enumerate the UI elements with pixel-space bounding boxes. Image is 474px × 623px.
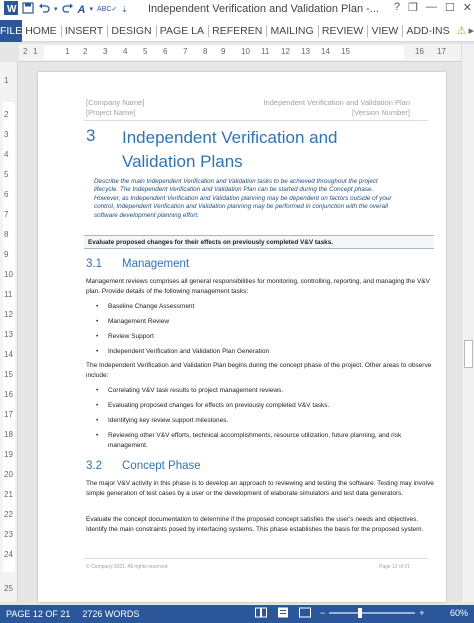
tab-add-ins[interactable]: ADD-INS [406, 24, 450, 37]
tab-view[interactable]: VIEW [371, 24, 399, 37]
zoom-level[interactable]: 60% [449, 608, 468, 618]
heading-2: Concept Phase [122, 460, 201, 472]
page-count[interactable]: PAGE 12 OF 21 [6, 609, 71, 619]
ruler-number: 1 [65, 47, 70, 56]
vruler-number: 1 [4, 76, 9, 85]
vruler-number: 13 [4, 330, 13, 339]
vruler-number: 16 [4, 390, 13, 399]
vruler-number: 8 [4, 230, 9, 239]
svg-text:W: W [7, 4, 17, 15]
list-item: • Management Review [96, 317, 426, 327]
heading-1-number: 3 [86, 126, 96, 145]
list-item: • Identifying key review support milestones. [96, 416, 426, 426]
undo-icon[interactable] [38, 2, 50, 18]
word-logo-icon [4, 1, 18, 19]
vruler-number: 10 [4, 270, 13, 279]
vruler-number: 2 [4, 110, 9, 119]
vruler-number: 3 [4, 130, 9, 139]
paragraph: The major V&V activity in this phase is to develop an approach to reviewing and testing the software. Testing may involve simple generation of test cases by a user or the development of elaborate simulators and test data generators. [86, 480, 434, 497]
vruler-number: 15 [4, 370, 13, 379]
footer-divider [84, 558, 428, 559]
ruler-number: 2 [83, 47, 88, 56]
vruler-number: 9 [4, 250, 9, 259]
list-item: • Correlating V&V task results to project management reviews. [96, 386, 426, 396]
vruler-number: 24 [4, 550, 13, 559]
ruler-number: 7 [183, 47, 188, 56]
ruler-number: 5 [143, 47, 148, 56]
horizontal-ruler[interactable] [19, 44, 461, 62]
warning-icon[interactable]: ⚠ [456, 25, 467, 37]
vruler-number: 20 [4, 470, 13, 479]
list-item: • Independent Verification and Validation Plan Generation [96, 347, 426, 357]
paragraph: Management reviews comprises all general responsibilities for monitoring, controlling, reporting, and managing the V&V plan. Provide details of the following management tasks: [86, 278, 430, 295]
ruler-number: 6 [163, 47, 168, 56]
vruler-number: 14 [4, 350, 13, 359]
read-mode-icon[interactable] [255, 607, 267, 621]
list-item: • Baseline Change Assessment [96, 302, 426, 312]
ruler-number: 8 [203, 47, 208, 56]
title-bar [0, 0, 474, 20]
ruler-number: 2 [23, 47, 28, 56]
tab-review[interactable]: REVIEW [321, 24, 364, 37]
window-controls [394, 1, 472, 14]
vruler-number: 17 [4, 410, 13, 419]
tab-references[interactable]: REFEREN [212, 24, 263, 37]
vruler-number: 12 [4, 310, 13, 319]
tab-mailings[interactable]: MAILING [270, 24, 314, 37]
chevron-down-icon[interactable]: ▾ [89, 6, 93, 13]
zoom-out-button[interactable]: − [320, 608, 326, 618]
heading-2-number: 3.1 [86, 258, 102, 270]
list-item: • Review Support [96, 332, 426, 342]
vruler-number: 5 [4, 170, 9, 179]
status-bar [0, 605, 474, 623]
zoom-handle[interactable] [358, 608, 362, 618]
vruler-number: 25 [4, 584, 13, 593]
redo-icon[interactable] [62, 2, 74, 18]
header-version: [Version Number] [352, 108, 410, 117]
ruler-number: 9 [221, 47, 226, 56]
bullet-list [96, 386, 426, 456]
vruler-number: 18 [4, 430, 13, 439]
save-icon[interactable] [22, 2, 34, 18]
intro-instructions: Describe the main Independent Verification and Validation tasks to be achieved throughout the project lifecycle. The Independent Verification and Validation Plan can be started during the Concept phase. However, as Independent Verification and Validation planning may be dependent on factors outside of your control, Independent Verification and Validation planning may be performed in conjunction with the overall software development planning effort. [94, 178, 392, 219]
ruler-number: 13 [301, 47, 310, 56]
header-company: [Company Name] [86, 98, 145, 107]
ruler-number: 3 [103, 47, 108, 56]
ruler-number: 1 [33, 47, 38, 56]
ruler-number: 14 [321, 47, 330, 56]
zoom-track[interactable] [329, 612, 415, 614]
window-title: Independent Verification and Validation Plan -... [148, 3, 379, 15]
customize-chevron-icon[interactable]: ⇣ [121, 5, 128, 14]
ruler-number: 17 [437, 47, 446, 56]
heading-2: Management [122, 258, 190, 270]
ruler-number: 15 [341, 47, 350, 56]
tab-file[interactable]: FILE [0, 20, 22, 42]
list-item: • Reviewing other V&V efforts, technical accomplishments, resource utilization, future planning, and risk management. [96, 431, 426, 450]
spelling-icon[interactable]: ABC✓ [96, 6, 118, 13]
vruler-number: 22 [4, 510, 13, 519]
ribbon-display-icon[interactable]: ❐ [408, 2, 418, 14]
tab-home[interactable]: HOME [25, 24, 57, 37]
zoom-in-button[interactable]: + [419, 608, 425, 618]
vruler-number: 21 [4, 490, 13, 499]
vruler-number: 11 [4, 290, 13, 299]
page-header-right [263, 98, 410, 118]
header-divider [84, 120, 428, 121]
heading-1: Independent Verification and Validation Plans [122, 128, 338, 171]
tab-insert[interactable]: INSERT [64, 24, 104, 37]
font-color-icon[interactable]: A [77, 4, 86, 16]
chevron-down-icon[interactable]: ▾ [54, 6, 58, 13]
view-buttons [255, 607, 311, 621]
ruler-number: 4 [123, 47, 128, 56]
vruler-number: 6 [4, 190, 9, 199]
ribbon-scroll-right-icon[interactable]: ▸ [468, 25, 474, 37]
quick-access-toolbar [0, 1, 128, 19]
print-layout-icon[interactable] [277, 607, 289, 621]
maximize-icon[interactable]: ☐ [444, 2, 455, 14]
vruler-number: 4 [4, 150, 9, 159]
help-icon[interactable]: ? [393, 1, 401, 13]
ruler-number: 11 [261, 47, 270, 56]
bullet-list [96, 302, 426, 362]
ruler-number: 10 [241, 47, 250, 56]
list-item: • Evaluating proposed changes for effects on previously completed V&V tasks. [96, 401, 426, 411]
scrollbar-thumb[interactable] [464, 340, 473, 368]
paragraph: Evaluate the concept documentation to determine if the proposed concept satisfies the user's needs and objectives. Identify the main constraints posed by interfacing systems. This phase establishes the basis for the proposed system. [86, 516, 424, 533]
header-doc-title: Independent Verification and Validation Plan [263, 98, 410, 107]
footer-copyright: © Company 2021. All rights reserved [86, 564, 168, 570]
vertical-ruler[interactable] [0, 62, 18, 602]
tab-page-layout[interactable]: PAGE LA [159, 24, 204, 37]
web-layout-icon[interactable] [299, 607, 311, 621]
vruler-number: 19 [4, 450, 13, 459]
document-page[interactable] [38, 72, 446, 602]
word-count[interactable]: 2726 WORDS [82, 609, 140, 619]
heading-2-number: 3.2 [86, 460, 102, 472]
close-icon[interactable]: ✕ [462, 2, 472, 14]
zoom-slider[interactable] [320, 608, 425, 618]
ribbon-tabs [0, 20, 474, 42]
ruler-number: 12 [281, 47, 290, 56]
header-project: [Project Name] [86, 108, 136, 117]
paragraph: The Independent Verification and Validation Plan begins during the concept phase of the project. Other areas to observe include: [86, 362, 432, 379]
ruler-number: 16 [415, 47, 424, 56]
page-header-left [86, 98, 144, 118]
vruler-number: 7 [4, 210, 9, 219]
minimize-icon[interactable]: — [425, 1, 437, 13]
vruler-number: 23 [4, 530, 13, 539]
vertical-scrollbar[interactable] [461, 44, 474, 602]
footer-page-number: Page 12 of 21 [378, 564, 410, 570]
callout-box: Evaluate proposed changes for their effects on previously completed V&V tasks. [84, 235, 434, 249]
tab-design[interactable]: DESIGN [111, 24, 152, 37]
